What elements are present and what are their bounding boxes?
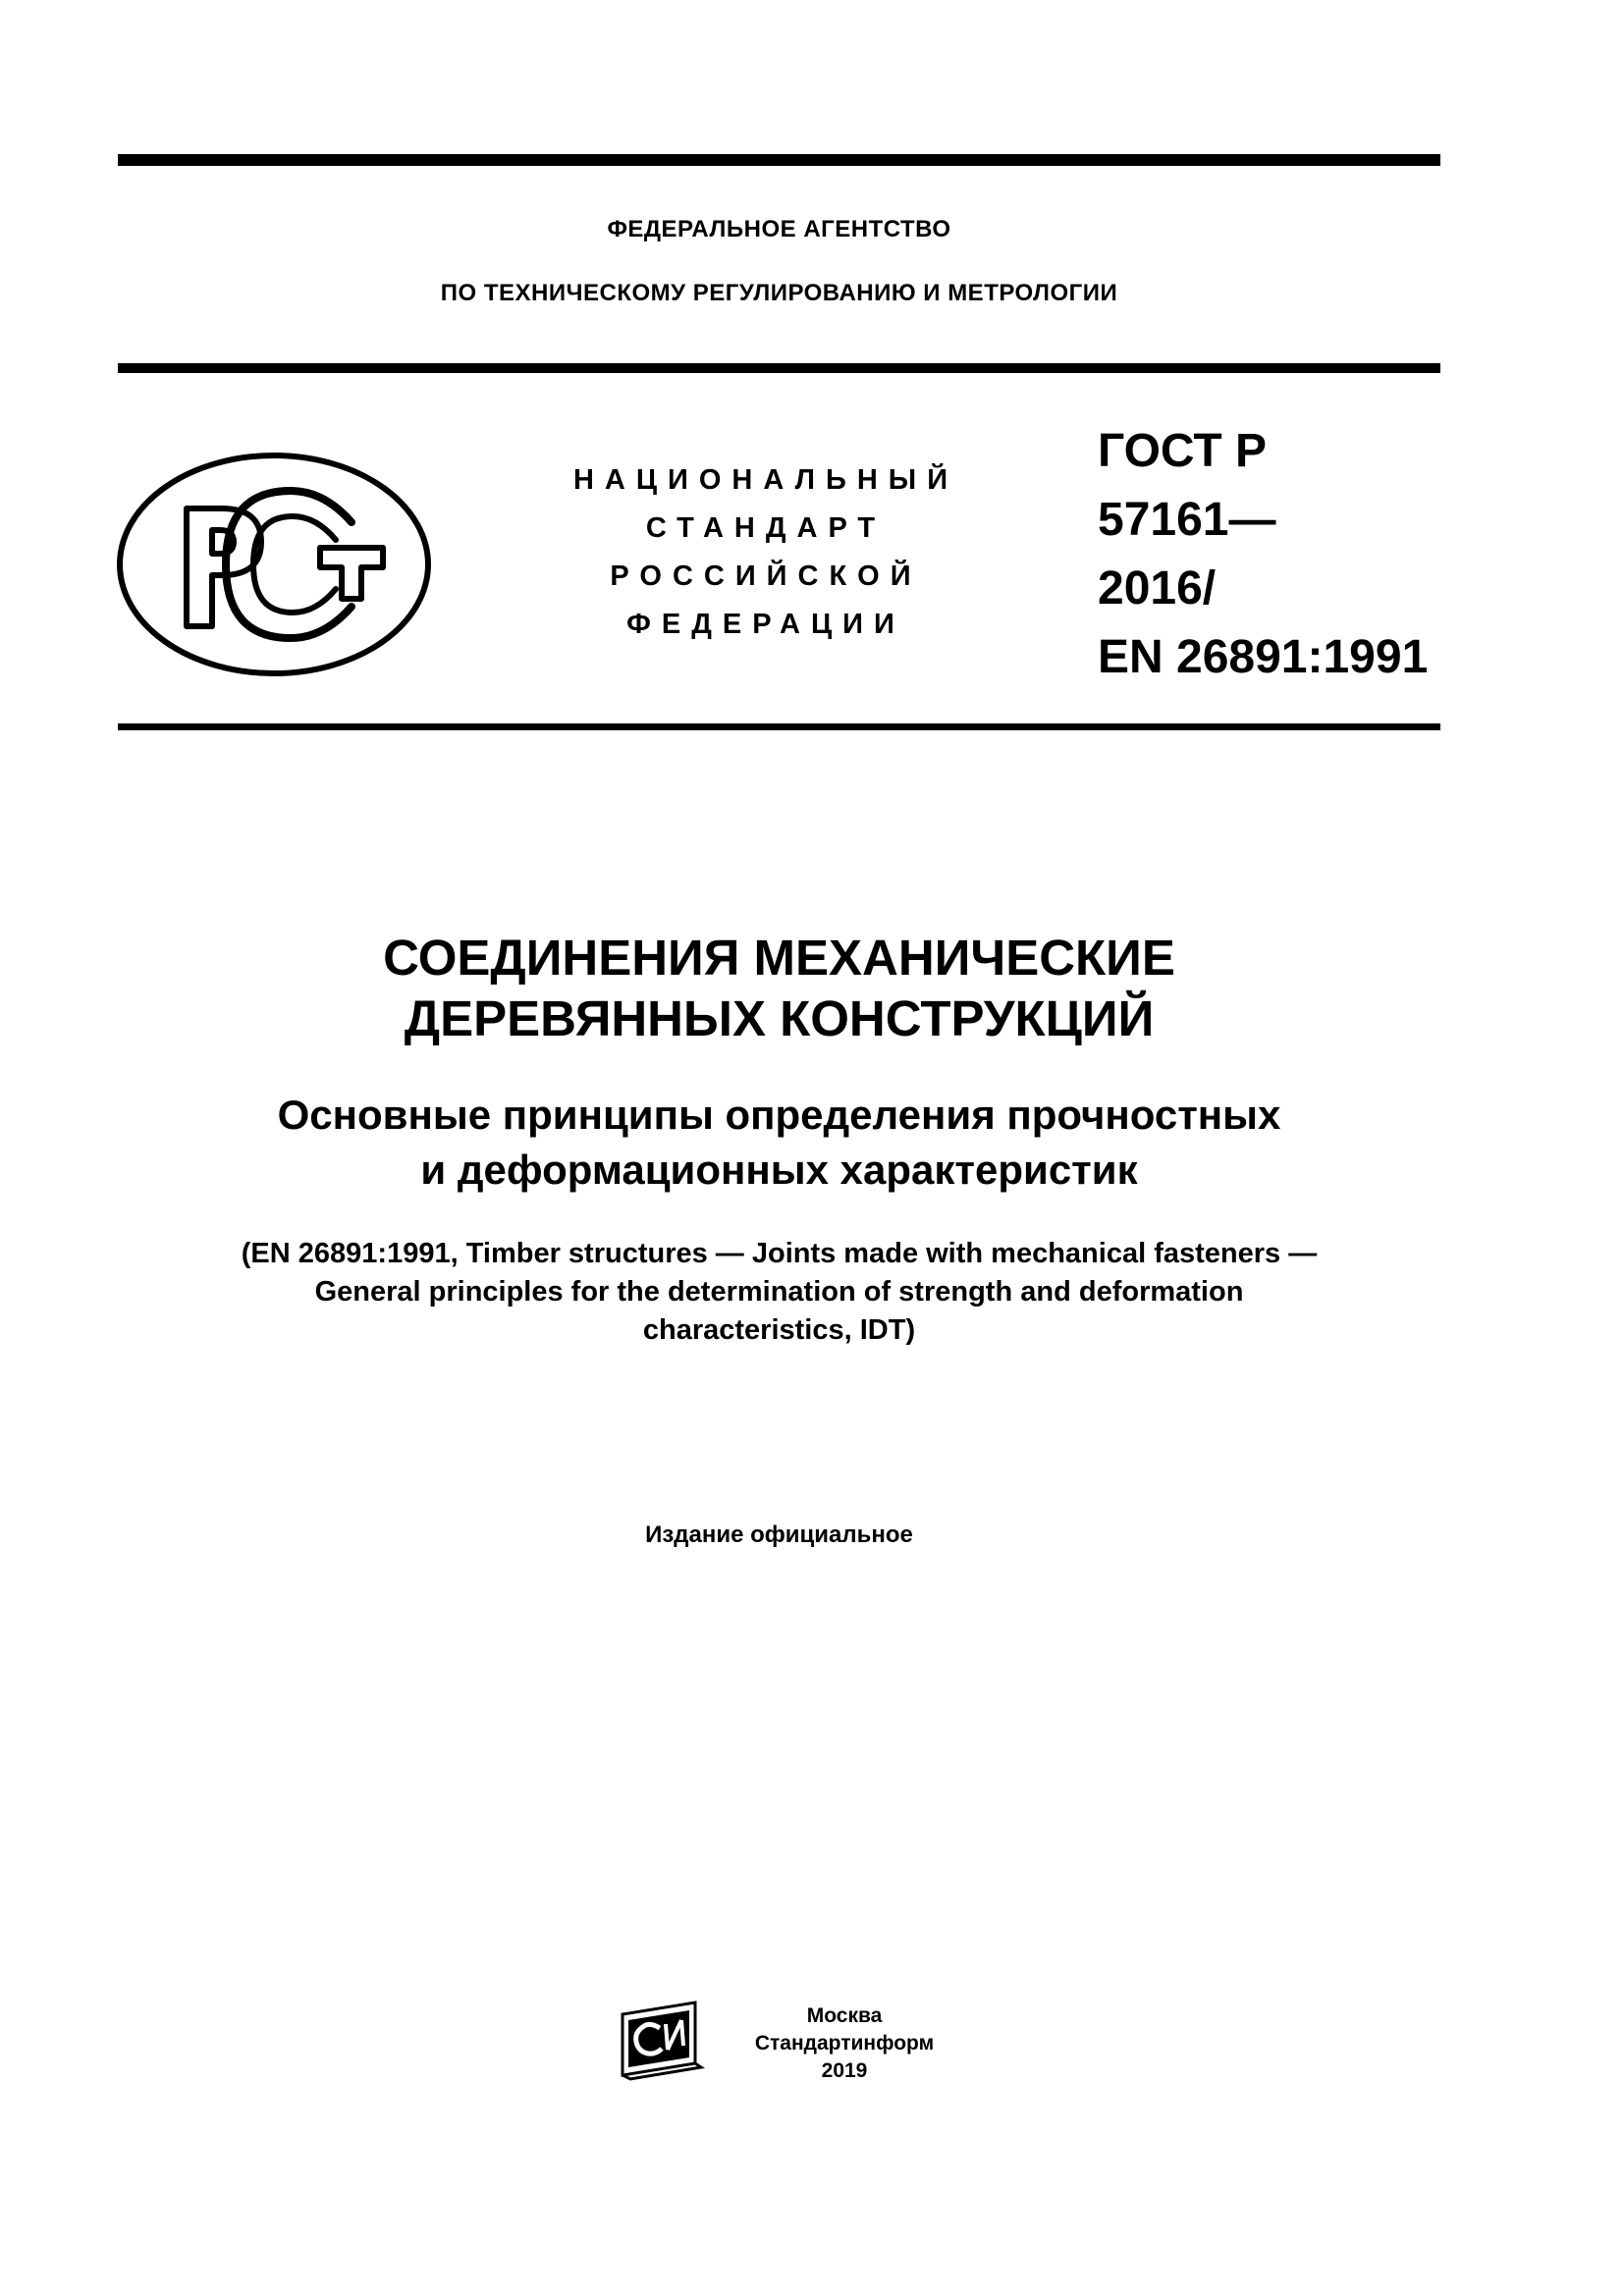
document-title: [118, 928, 1440, 1049]
designation-line-3: 2016/: [1098, 562, 1217, 614]
edition-label: Издание официальное: [645, 1522, 913, 1548]
standard-designation: [1098, 417, 1451, 692]
standard-type-line-4: ФЕДЕРАЦИИ: [626, 609, 905, 640]
gost-r-mark-icon: [116, 452, 432, 677]
agency-name-line-2: ПО ТЕХНИЧЕСКОМУ РЕГУЛИРОВАНИЮ И МЕТРОЛОГИИ: [440, 280, 1118, 306]
title-en-line-1: (EN 26891:1991, Timber structures — Joints made with mechanical fasteners —: [241, 1238, 1318, 1269]
standartinform-logo-icon: [617, 2001, 707, 2081]
title-en-line-3: characteristics, IDT): [642, 1314, 916, 1346]
agency-name-line-1: ФЕДЕРАЛЬНОЕ АГЕНТСТВО: [607, 216, 951, 242]
document-english-reference: [118, 1235, 1440, 1350]
top-rule: [118, 154, 1440, 166]
title-en-line-2: General principles for the determination of strength and deformation: [314, 1276, 1244, 1308]
standard-type-line-2: СТАНДАРТ: [645, 512, 887, 544]
title-main-line-1: СОЕДИНЕНИЯ МЕХАНИЧЕСКИЕ: [383, 930, 1175, 986]
title-sub-line-2: и деформационных характеристик: [420, 1147, 1138, 1193]
standard-type-line-3: РОССИЙСКОЙ: [610, 561, 922, 592]
title-sub-line-1: Основные принципы определения прочностных: [277, 1092, 1281, 1138]
title-main-line-2: ДЕРЕВЯННЫХ КОНСТРУКЦИЙ: [404, 990, 1155, 1046]
publisher-block: [727, 2002, 962, 2085]
designation-line-1: ГОСТ Р: [1098, 425, 1268, 477]
publisher-name: Стандартинформ: [754, 2032, 935, 2055]
designation-line-2: 57161—: [1098, 494, 1276, 546]
header-rule: [118, 363, 1440, 373]
publisher-year: 2019: [821, 2059, 868, 2082]
designation-rule: [118, 723, 1440, 730]
standard-type-line-1: НАЦИОНАЛЬНЫЙ: [572, 464, 959, 496]
designation-line-4: EN 26891:1991: [1098, 631, 1429, 683]
document-subtitle: [118, 1088, 1440, 1198]
standard-type-block: [511, 456, 1021, 649]
publisher-city: Москва: [806, 2004, 883, 2027]
